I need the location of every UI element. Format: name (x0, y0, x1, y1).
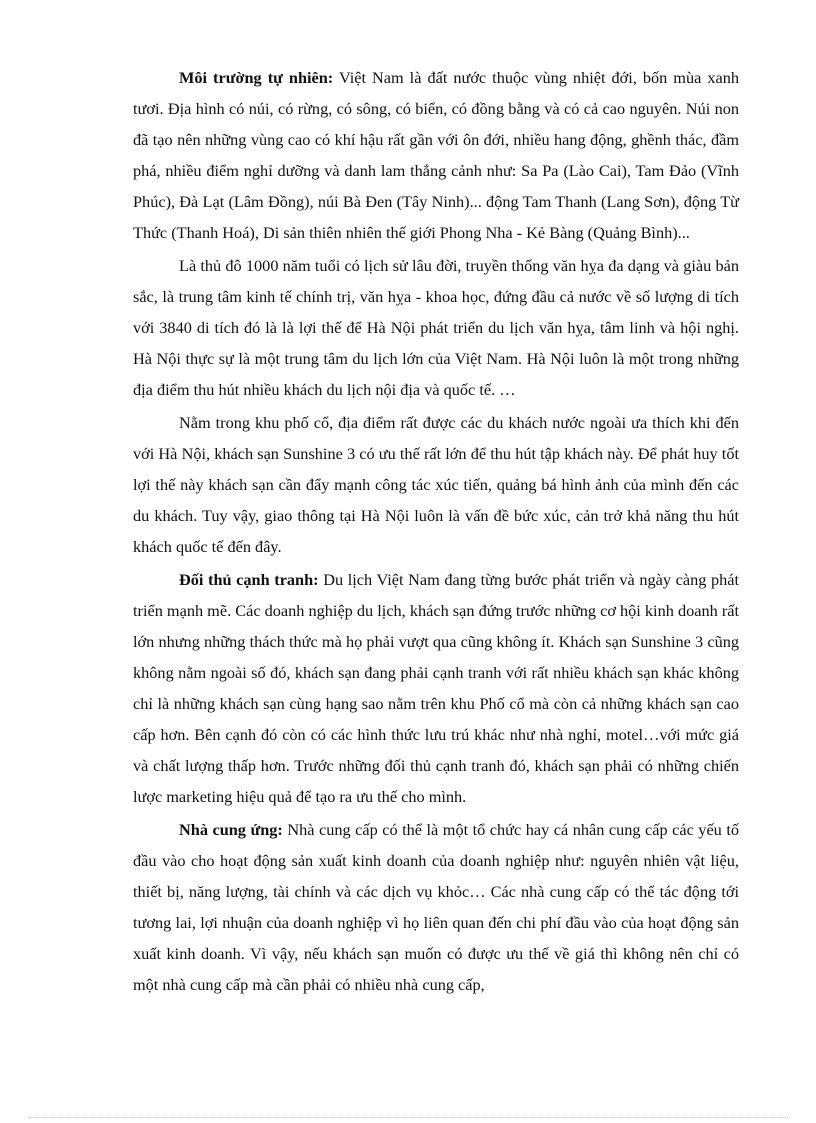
heading-natural-environment: Môi trường tự nhiên: (179, 68, 334, 87)
paragraph-suppliers (133, 814, 739, 1000)
paragraph-text: Nằm trong khu phố cổ, địa điểm rất được các du khách nước ngoài ưa thích khi đến với Hà Nội, khách sạn Sunshine 3 có ưu thế rất lớn để thu hút tập khách này. Để phát huy tốt lợi thế này khách sạn cần đẩy mạnh công tác xúc tiến, quảng bá hình ảnh của mình đến các du khách. Tuy vậy, giao thông tại Hà Nội luôn là vấn đề bức xúc, cản trở khả năng thu hút khách quốc tế đến đây. (133, 413, 739, 556)
paragraph-competitors (133, 564, 739, 812)
page-bottom-divider (28, 1117, 788, 1118)
heading-suppliers: Nhà cung ứng: (179, 820, 283, 839)
paragraph-old-quarter (133, 407, 739, 562)
paragraph-text: Nhà cung cấp có thể là một tổ chức hay cá nhân cung cấp các yếu tố đầu vào cho hoạt động sản xuất kinh doanh của doanh nghiệp như: nguyên nhiên vật liệu, thiết bị, năng lượng, tài chính và các dịch vụ khỏc… Các nhà cung cấp có thể tác động tới tương lai, lợi nhuận của doanh nghiệp vì họ liên quan đến chi phí đầu vào của hoạt động sản xuất kinh doanh. Vì vậy, nếu khách sạn muốn có được ưu thế về giá thì không nên chỉ có một nhà cung cấp mà cần phải có nhiều nhà cung cấp, (133, 820, 739, 994)
heading-competitors: Đối thủ cạnh tranh: (179, 570, 319, 589)
paragraph-text: Là thủ đô 1000 năm tuổi có lịch sử lâu đời, truyền thống văn hỵa đa dạng và giàu bản sắc, là trung tâm kinh tế chính trị, văn hỵa - khoa học, đứng đầu cả nước về số lượng di tích với 3840 di tích đó là là lợi thế để Hà Nội phát triển du lịch văn hỵa, tâm linh và hội nghị. Hà Nội thực sự là một trung tâm du lịch lớn của Việt Nam. Hà Nội luôn là một trong những địa điểm thu hút nhiều khách du lịch nội địa và quốc tế. … (133, 256, 739, 399)
document-page (133, 62, 739, 1000)
paragraph-natural-environment (133, 62, 739, 248)
paragraph-hanoi-capital (133, 250, 739, 405)
paragraph-text: Việt Nam là đất nước thuộc vùng nhiệt đới, bốn mùa xanh tươi. Địa hình có núi, có rừng, có sông, có biển, có đồng bằng và có cả cao nguyên. Núi non đã tạo nên những vùng cao có khí hậu rất gần với ôn đới, nhiều hang động, ghềnh thác, đầm phá, nhiều điểm nghỉ dưỡng và danh lam thắng cảnh như: Sa Pa (Lào Cai), Tam Đảo (Vĩnh Phúc), Đà Lạt (Lâm Đồng), núi Bà Đen (Tây Ninh)... động Tam Thanh (Lang Sơn), động Từ Thức (Thanh Hoá), Di sản thiên nhiên thế giới Phong Nha - Kẻ Bàng (Quảng Bình)... (133, 68, 739, 242)
paragraph-text: Du lịch Việt Nam đang từng bước phát triển và ngày càng phát triển mạnh mẽ. Các doanh nghiệp du lịch, khách sạn đứng trước những cơ hội kinh doanh rất lớn nhưng những thách thức mà họ phải vượt qua cũng không ít. Khách sạn Sunshine 3 cũng không nằm ngoài số đó, khách sạn đang phải cạnh tranh với rất nhiều khách sạn khác không chỉ là những khách sạn cùng hạng sao nằm trên khu Phố cổ mà còn cả những khách sạn cao cấp hơn. Bên cạnh đó còn có các hình thức lưu trú khác như nhà nghỉ, motel…với mức giá và chất lượng thấp hơn. Trước những đối thủ cạnh tranh đó, khách sạn phải có những chiến lược marketing hiệu quả để tạo ra ưu thế cho mình. (133, 570, 739, 806)
